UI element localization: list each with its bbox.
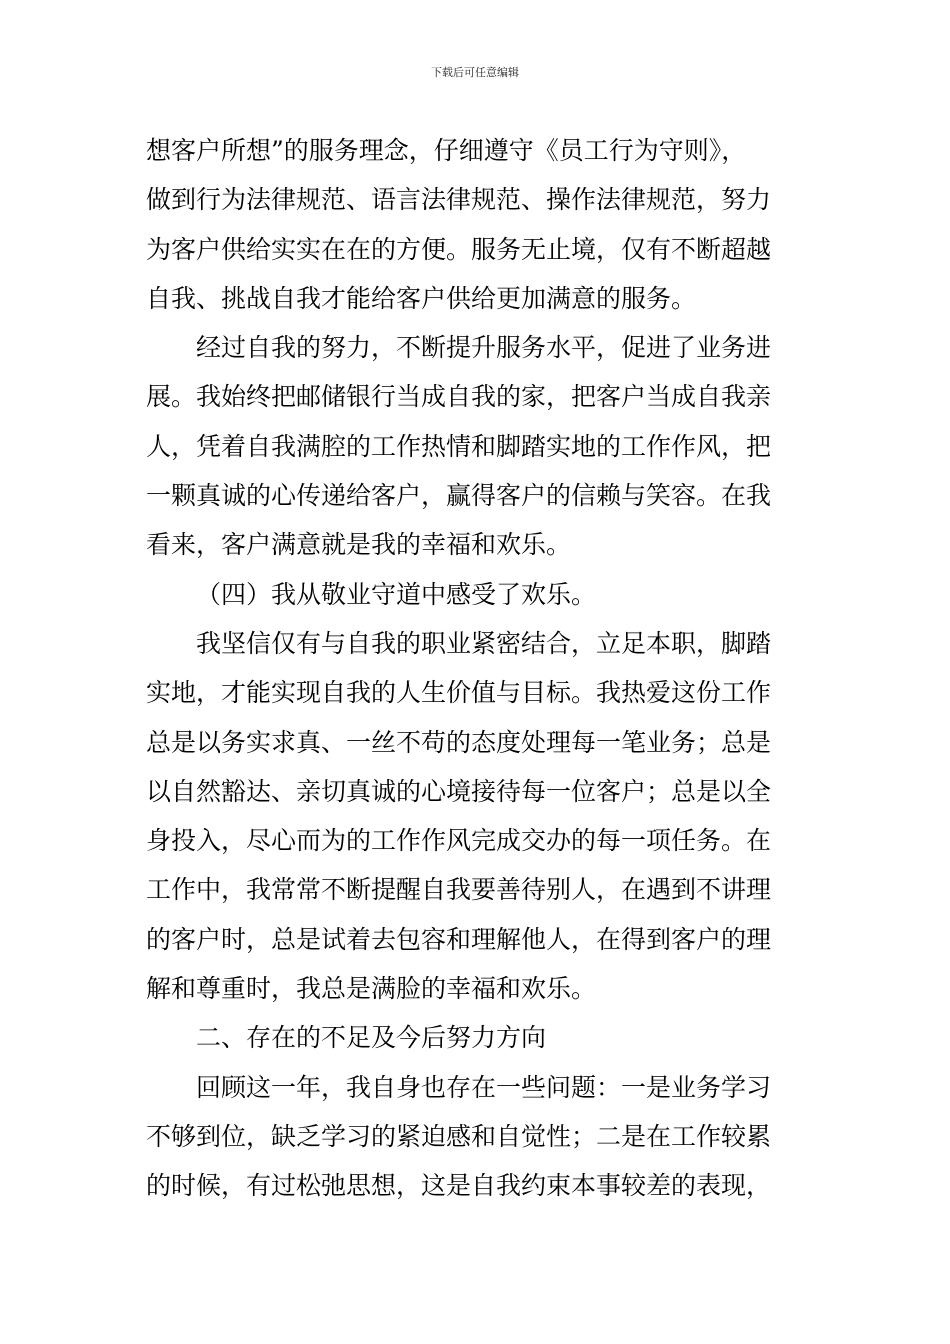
page-header: 下载后可任意编辑 bbox=[431, 66, 519, 79]
text-line: 人，凭着自我满腔的工作热情和脚踏实地的工作作风，把 bbox=[146, 431, 772, 461]
section-heading: 二、存在的不足及今后努力方向 bbox=[196, 1023, 547, 1053]
text-line: 总是以务实求真、一丝不苟的态度处理每一笔业务；总是 bbox=[146, 727, 772, 757]
text-line: 想客户所想”的服务理念，仔细遵守《员工行为守则》， bbox=[146, 136, 747, 165]
text-line: 不够到位，缺乏学习的紧迫感和自觉性；二是在工作较累 bbox=[146, 1121, 772, 1151]
section-heading: （四）我从敬业守道中感受了欢乐。 bbox=[196, 579, 597, 609]
text-line: 展。我始终把邮储银行当成自我的家，把客户当成自我亲 bbox=[146, 382, 772, 412]
text-line: 为客户供给实实在在的方便。服务无止境，仅有不断超越 bbox=[146, 234, 772, 264]
text-line: 的客户时，总是试着去包容和理解他人，在得到客户的理 bbox=[146, 924, 772, 954]
document-body bbox=[146, 126, 806, 1211]
text-line: 一颗真诚的心传递给客户，赢得客户的信赖与笑容。在我 bbox=[146, 481, 772, 511]
paragraph-start: 回顾这一年，我自身也存在一些问题：一是业务学习 bbox=[196, 1072, 772, 1102]
text-line: 身投入，尽心而为的工作作风完成交办的每一项任务。在 bbox=[146, 826, 772, 856]
text-line: 以自然豁达、亲切真诚的心境接待每一位客户；总是以全 bbox=[146, 776, 772, 806]
text-line: 解和尊重时，我总是满脸的幸福和欢乐。 bbox=[146, 974, 597, 1004]
paragraph-start: 我坚信仅有与自我的职业紧密结合，立足本职，脚踏 bbox=[196, 628, 772, 658]
text-line: 自我、挑战自我才能给客户供给更加满意的服务。 bbox=[146, 283, 697, 313]
paragraph-start: 经过自我的努力，不断提升服务水平，促进了业务进 bbox=[196, 333, 772, 363]
text-line: 做到行为法律规范、语言法律规范、操作法律规范，努力 bbox=[146, 185, 772, 215]
text-line: 看来，客户满意就是我的幸福和欢乐。 bbox=[146, 530, 572, 560]
text-line: 的时候，有过松弛思想，这是自我约束本事较差的表现， bbox=[146, 1171, 772, 1201]
text-line: 实地，才能实现自我的人生价值与目标。我热爱这份工作 bbox=[146, 678, 772, 708]
text-line: 工作中，我常常不断提醒自我要善待别人，在遇到不讲理 bbox=[146, 875, 772, 905]
